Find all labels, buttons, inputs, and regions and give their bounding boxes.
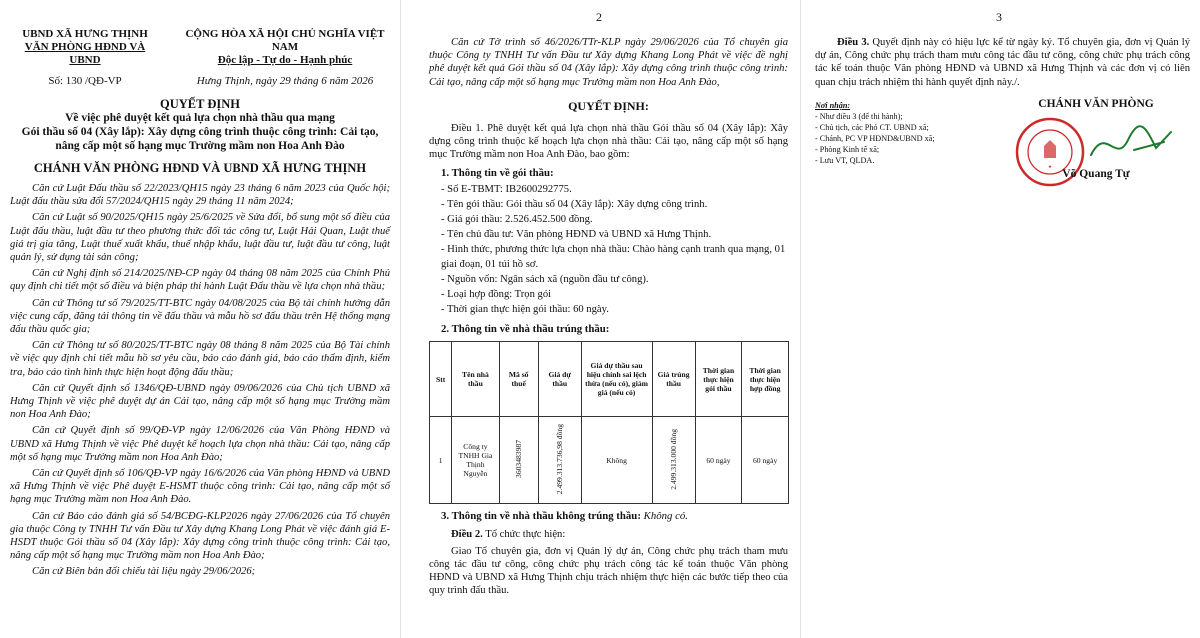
table-header: Giá dự thầu sau hiệu chỉnh sai lệch thừa (nếu có), giảm giá (nếu có) — [581, 342, 652, 417]
recipient-item: - Phòng Kinh tế xã; — [815, 145, 880, 154]
list-item: - Tên chủ đầu tư: Văn phòng HĐND và UBND xã Hưng Thịnh. — [441, 229, 712, 241]
article-2-heading — [429, 528, 788, 541]
basis-paragraph: Căn cứ Nghị định số 214/2025/NĐ-CP ngày 04 tháng 08 năm 2025 của Chính Phủ quy định chi tiết một số điều và biện pháp thi hành Luật Đấu thầu về lựa chọn nhà thầu; — [10, 268, 390, 293]
list-item: - Số E-TBMT: IB2600292775. — [441, 184, 572, 196]
list-item: - Tên gói thầu: Gói thầu số 04 (Xây lắp): Xây dựng công trình. — [441, 199, 708, 211]
table-header: Tên nhà thầu — [452, 342, 499, 417]
document-meta — [10, 75, 390, 87]
issuing-authority: CHÁNH VĂN PHÒNG HĐND VÀ UBND XÃ HƯNG THỊNH — [33, 161, 367, 175]
document-title — [10, 97, 390, 153]
table-header: Thời gian thực hiện hợp đồng — [742, 342, 789, 417]
page-2 — [400, 0, 800, 638]
document-date: Hưng Thịnh, ngày 29 tháng 6 năm 2026 — [196, 75, 374, 87]
article-2-title: Điều 2. — [451, 529, 483, 541]
article-2-text: Giao Tổ chuyên gia, đơn vị Quản lý dự án, Công chức phụ trách tham mưu công tác đầu tư công, công chức phụ trách công tác kế toán thuộc Văn phòng HĐND và UBND xã Hưng Thịnh chịu trách nhiệm thực hiện các bước tiếp theo của quy trình đấu thầu. — [429, 545, 788, 597]
basis-paragraph: Căn cứ Quyết định số 1346/QĐ-UBND ngày 09/06/2026 của Chủ tịch UBND xã Hưng Thịnh về việc phê duyệt dự án Cải tạo, nâng cấp một số hạng mục Trường mầm non Hoa Anh Đào; — [10, 382, 390, 421]
national-motto — [180, 28, 390, 67]
section-winning-contractor: 2. Thông tin về nhà thầu trúng thầu: — [441, 323, 610, 336]
handwritten-signature-icon — [1086, 120, 1176, 170]
article-3 — [815, 36, 1190, 89]
package-info-list — [429, 182, 788, 317]
winning-contractor-table — [429, 341, 789, 504]
table-cell: 60 ngày — [742, 417, 789, 504]
legal-basis — [10, 182, 390, 579]
table-cell — [538, 417, 581, 504]
basis-paragraph: Căn cứ Quyết định số 99/QĐ-VP ngày 12/06/2026 của Văn Phòng HĐND và UBND xã Hưng Thịnh về việc Phê duyệt kế hoạch lựa chọn nhà thầu: Cải tạo, nâng cấp một số hạng mục Trường mầm non Hoa Anh Đào; — [10, 425, 390, 463]
title-line-1: QUYẾT ĐỊNH — [160, 97, 240, 111]
recipient-item: - Lưu VT, QLDA. — [815, 156, 875, 165]
list-item: - Hình thức, phương thức lựa chọn nhà thầu: Chào hàng cạnh tranh qua mạng, 01 giai đoạn, 01 túi hồ sơ. — [441, 244, 786, 271]
table-cell — [499, 417, 538, 504]
page-1 — [0, 0, 400, 638]
basis-paragraph: Căn cứ Biên bản đối chiếu tài liệu ngày 29/06/2026; — [32, 566, 256, 578]
tax-code: 3603483987 — [514, 440, 524, 479]
recipient-item: - Chánh, PC VP HĐND&UBND xã; — [815, 134, 935, 143]
page-3 — [800, 0, 1200, 638]
table-row — [430, 417, 789, 504]
title-line-2: Về việc phê duyệt kết quả lựa chọn nhà thầu qua mạng — [65, 112, 335, 124]
agency-line-2: VĂN PHÒNG HĐND VÀ UBND — [24, 41, 146, 66]
article-3-title: Điều 3. — [837, 37, 870, 48]
article-3-body: Quyết định này có hiệu lực kể từ ngày ký. Tổ chuyên gia, đơn vị Quản lý dự án, Công chức phụ trách tham mưu công tác đầu tư công, công chức phụ trách công tác kế toán thuộc Văn phòng HĐND và UBND xã Hưng Thịnh và các đơn vị có liên quan chịu trách nhiệm thi hành quyết định này./. — [815, 37, 1191, 88]
basis-paragraph: Căn cứ Luật Đấu thầu số 22/2023/QH15 ngày 23 tháng 6 năm 2023 của Quốc hội; Luật đấu thầu sửa đổi 57/2024/QH15 ngày 29 tháng 11 năm 2024; — [10, 183, 390, 208]
basis-paragraph: Căn cứ Thông tư số 79/2025/TT-BTC ngày 04/08/2025 của Bộ tài chính hướng dẫn việc cung cấp, đăng tải thông tin về đấu thầu và mẫu hồ sơ đấu thầu trên Hệ thống mạng đấu thầu quốc gia; — [10, 297, 390, 336]
list-item: - Nguồn vốn: Ngân sách xã (nguồn đầu tư công). — [441, 274, 649, 286]
intro-basis — [429, 36, 788, 89]
table-cell: Công ty TNHH Gia Thịnh Nguyễn — [452, 417, 499, 504]
table-header: Mã số thuế — [499, 342, 538, 417]
article-2 — [429, 528, 788, 597]
recipients-block — [815, 100, 995, 166]
signer-name: Võ Quang Tự — [1062, 168, 1130, 180]
table-cell: Không — [581, 417, 652, 504]
list-item: - Thời gian thực hiện gói thầu: 60 ngày. — [441, 304, 609, 316]
table-cell — [652, 417, 695, 504]
list-item: - Giá gói thầu: 2.526.452.500 đồng. — [441, 214, 593, 226]
title-line-4: nâng cấp một số hạng mục Trường mầm non Hoa Anh Đào — [55, 140, 345, 152]
table-header-row — [430, 342, 789, 417]
signature-block — [1006, 98, 1186, 180]
basis-paragraph: Căn cứ Luật số 90/2025/QH15 ngày 25/6/2025 về Sửa đổi, bổ sung một số điều của Luật đấu thầu, luật đầu tư theo phương thức đối tác công tư, Luật Hải Quan, Luật thuế giá trị gia tăng, Luật thuế xuất khẩu, thuế nhập khẩu, luật đầu tư, luật đầu tư công, luật quản lý, sử dụng tài sản công; — [10, 212, 390, 264]
section-losing-label: 3. Thông tin về nhà thầu không trúng thầu: — [441, 510, 641, 523]
recipient-item: - Chủ tịch, các Phó CT. UBND xã; — [815, 123, 929, 132]
document-number: Số: 130 /QĐ-VP — [48, 75, 122, 87]
document-header — [10, 28, 390, 67]
section-losing-contractor — [441, 510, 788, 522]
article-3-text — [815, 36, 1190, 89]
title-line-3: Gói thầu số 04 (Xây lắp): Xây dựng công trình thuộc công trình: Cải tạo, — [21, 126, 379, 138]
issuing-agency — [10, 28, 160, 67]
intro-paragraph: Căn cứ Tờ trình số 46/2026/TTr-KLP ngày 29/06/2026 của Tổ chuyên gia thuộc Công ty TNHH Tư vấn Đầu tư Xây dựng Khang Long Phát về việc đề nghị phê duyệt kết quả Gói thầu số 04 (Xây lắp): Xây dựng công trình thuộc công trình: Cải tạo, nâng cấp một số hạng mục Trường mầm non Hoa Anh Đào, — [429, 37, 788, 88]
motto: Độc lập - Tự do - Hạnh phúc — [217, 54, 353, 66]
table-cell: 1 — [430, 417, 452, 504]
agency-line-1: UBND XÃ HƯNG THỊNH — [22, 28, 148, 40]
page-number: 2 — [596, 10, 602, 24]
article-1 — [429, 122, 788, 162]
svg-text:★: ★ — [1047, 165, 1053, 170]
bid-price: 2.499.313.736,98 đồng — [555, 424, 565, 495]
table-header: Giá dự thầu — [538, 342, 581, 417]
basis-paragraph: Căn cứ Quyết định số 106/QĐ-VP ngày 16/6/2026 của Văn phòng HĐND và UBND xã Hưng Thịnh về việc Phê duyệt E-HSMT thuộc công trình: Cải tạo, nâng cấp một số hạng mục Trường mầm non Hoa Anh Đào. — [10, 468, 390, 506]
recipient-item: - Như điều 3 (để thi hành); — [815, 112, 903, 121]
article-1-text: Điều 1. Phê duyệt kết quả lựa chọn nhà thầu Gói thầu số 04 (Xây lắp): Xây dựng công trình thuộc kế hoạch lựa chọn nhà thầu: Cải tạo, nâng cấp một số hạng mục Trường mầm non Hoa Anh Đào, bao gồm: — [429, 122, 788, 161]
section-package-info: 1. Thông tin về gói thầu: — [441, 167, 554, 180]
list-item: - Loại hợp đồng: Trọn gói — [441, 289, 552, 301]
table-header: Thời gian thực hiện gói thầu — [695, 342, 742, 417]
basis-paragraph: Căn cứ Thông tư số 80/2025/TT-BTC ngày 08 tháng 8 năm 2025 của Bộ Tài chính về việc quy định chi tiết mẫu hồ sơ yêu cầu, báo cáo đánh giá, báo cáo thẩm định, kiểm tra, báo cáo tình hình thực hiện hoạt động đấu thầu; — [10, 340, 390, 378]
signer-title: CHÁNH VĂN PHÒNG — [1038, 98, 1154, 110]
table-cell: 60 ngày — [695, 417, 742, 504]
decision-heading: QUYẾT ĐỊNH: — [568, 98, 649, 113]
recipients-label: Nơi nhận: — [815, 101, 851, 110]
section-losing-value: Không có. — [643, 510, 689, 523]
table-header: Stt — [430, 342, 452, 417]
table-header: Giá trúng thầu — [652, 342, 695, 417]
country-name: CỘNG HÒA XÃ HỘI CHỦ NGHĨA VIỆT NAM — [185, 28, 385, 53]
article-2-head: Tổ chức thực hiện: — [485, 529, 566, 541]
basis-paragraph: Căn cứ Báo cáo đánh giá số 54/BCĐG-KLP2026 ngày 27/06/2026 của Tổ chuyên gia thuộc Công ty TNHH Tư vấn Đầu tư Xây dựng Khang Long Phát về việc đánh giá E-HSDT thuộc Gói thầu số 04 (Xây lắp): Xây dựng công trình thuộc công trình: Cải tạo, nâng cấp một số hạng mục Trường mầm non Hoa Anh Đào; — [10, 510, 390, 562]
winning-price: 2.499.313.000 đồng — [669, 429, 679, 490]
page-number: 3 — [996, 10, 1002, 24]
